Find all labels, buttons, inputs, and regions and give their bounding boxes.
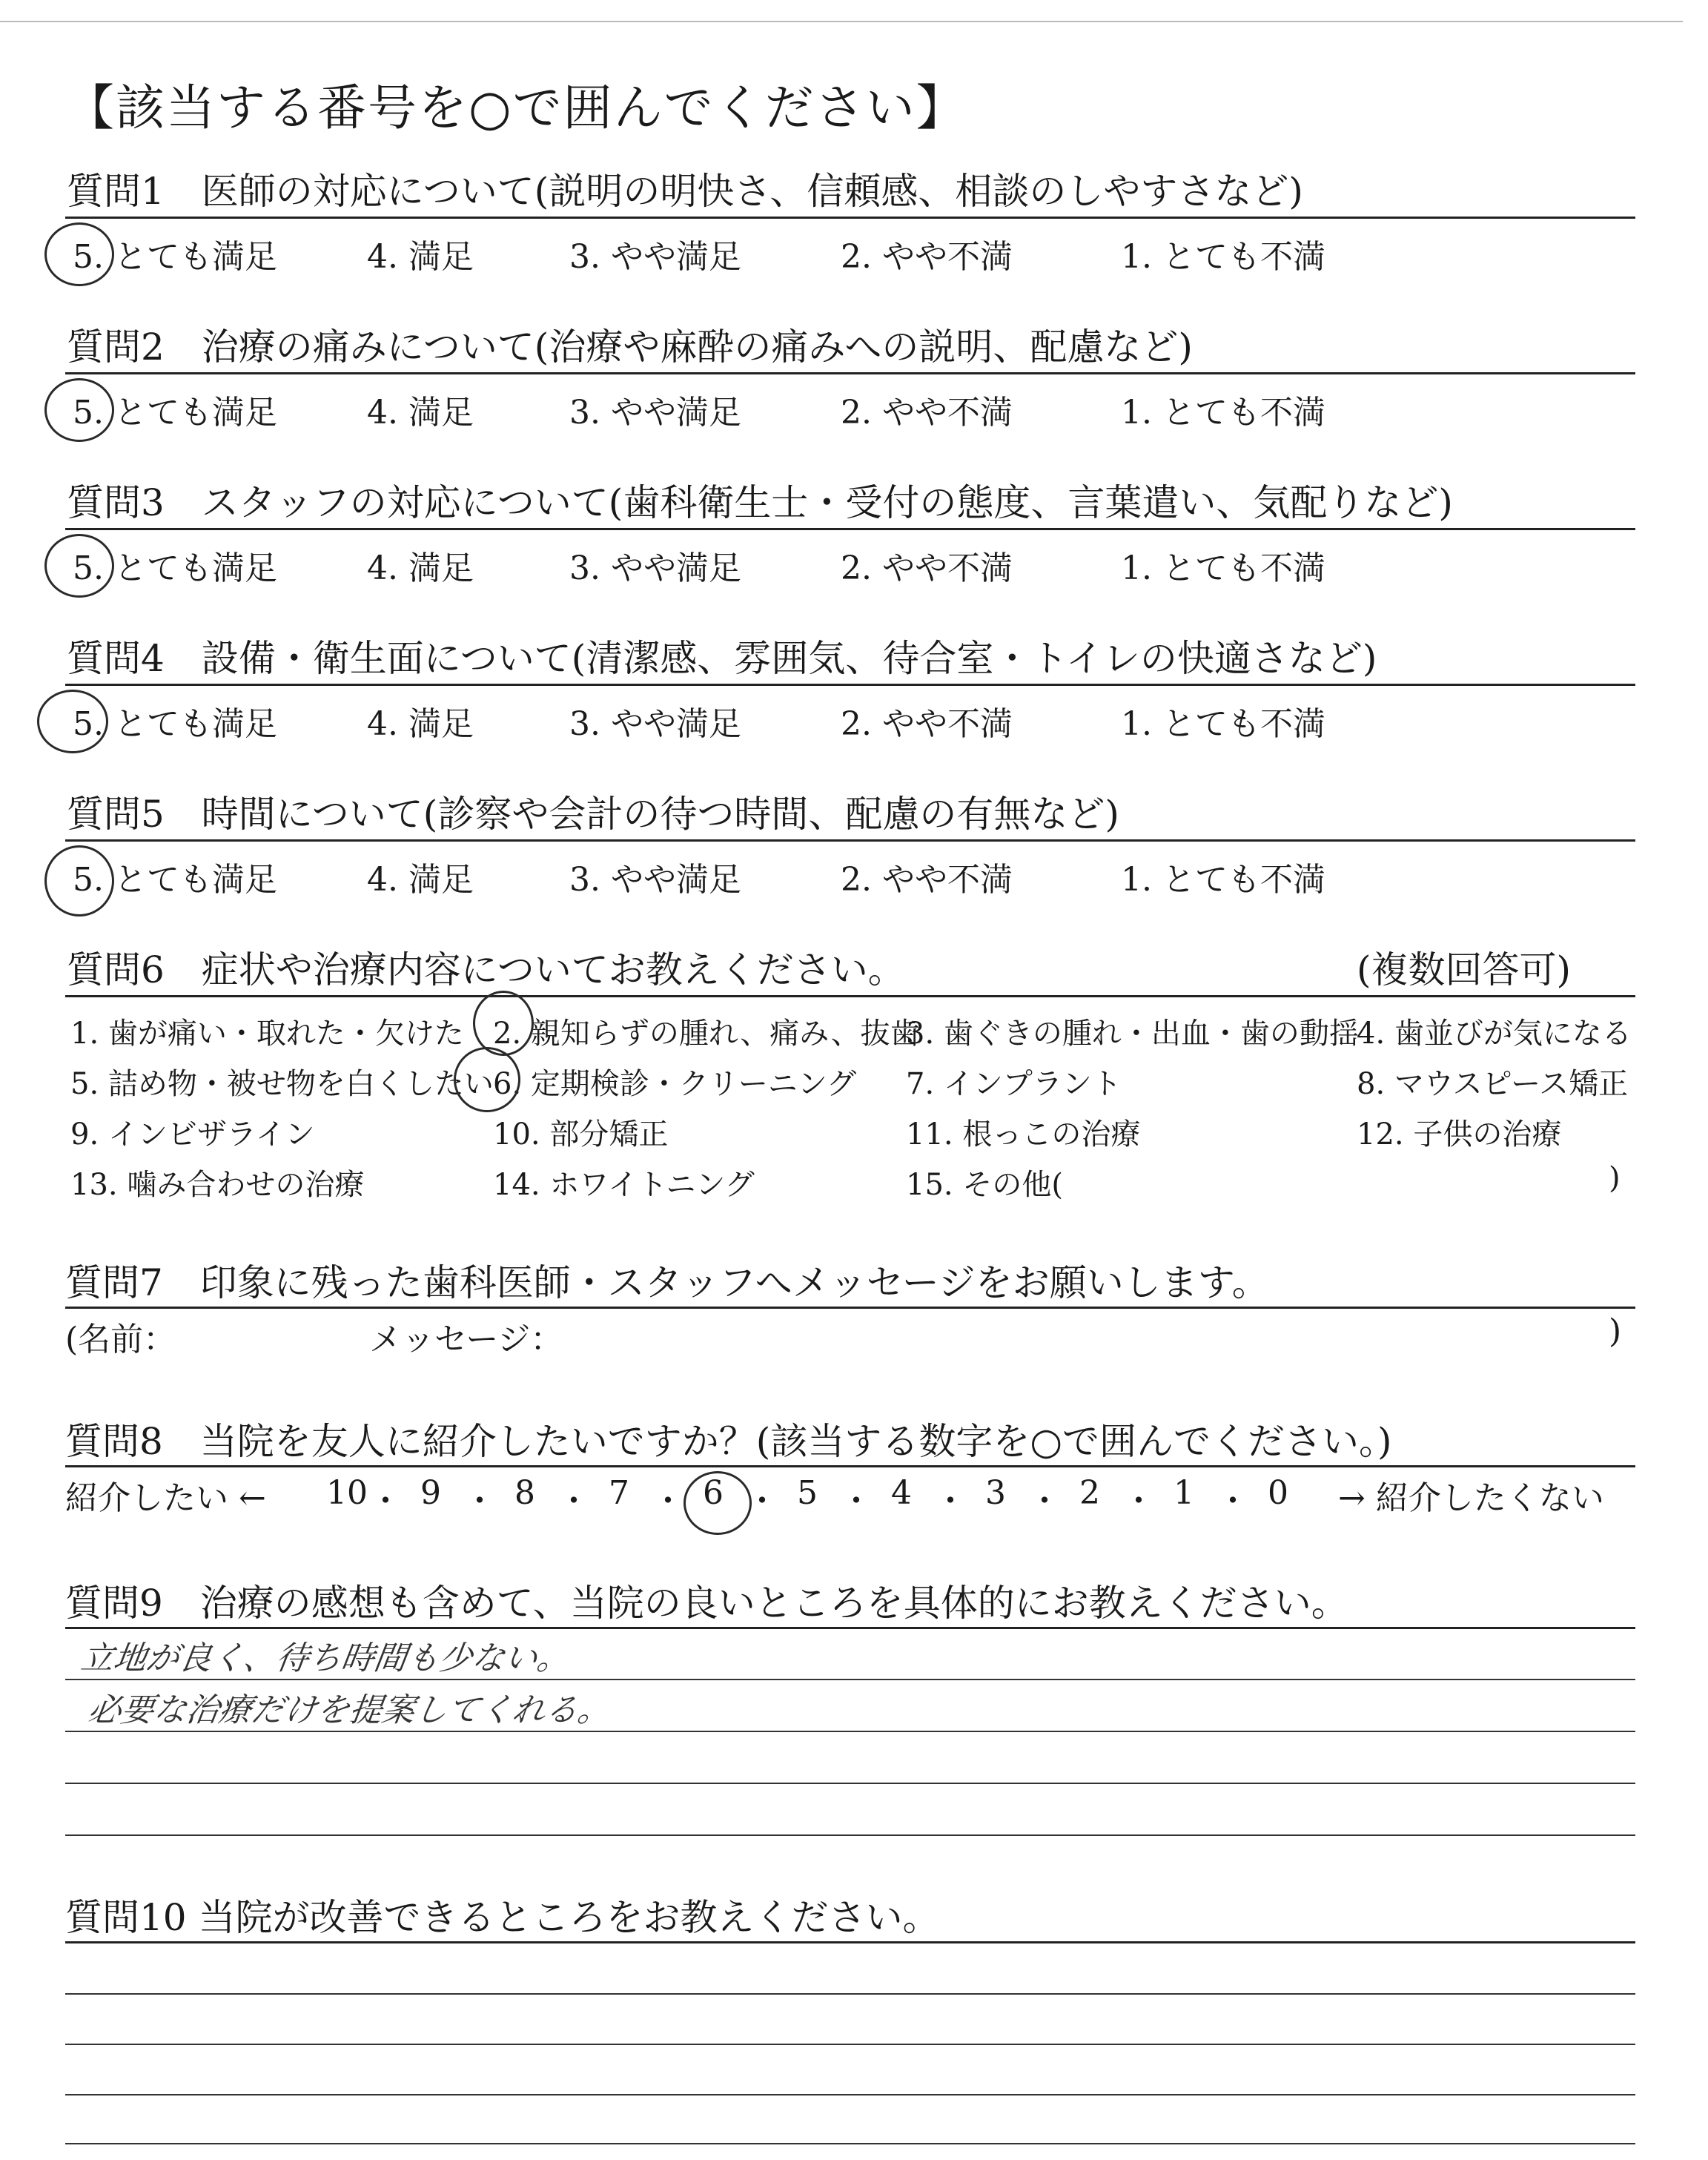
q1-option-4[interactable]: 4. 満足 [367, 238, 474, 276]
q8-scale-separator: ・ [1122, 1482, 1155, 1520]
q7-message-label: メッセージ： [369, 1321, 563, 1358]
top-border [0, 21, 1683, 22]
q6-selection-circle-6 [454, 1047, 520, 1112]
q8-scale-3[interactable]: 3 [985, 1474, 1006, 1512]
q1-option-2[interactable]: 2. やや不満 [841, 238, 1013, 276]
q6-item-6[interactable]: 6. 定期検診・クリーニング [493, 1067, 857, 1101]
q8-selection-circle [683, 1471, 752, 1535]
question-4-underline [65, 684, 1635, 686]
q6-item-4[interactable]: 4. 歯並びが気になる [1357, 1017, 1632, 1051]
q3-option-3[interactable]: 3. やや満足 [569, 549, 741, 587]
question-5-title: 質問5 時間について(診察や会計の待つ時間、配慮の有無など) [67, 793, 1119, 836]
q5-option-5[interactable]: 5. とても満足 [73, 861, 277, 899]
q6-other-close: ) [1609, 1161, 1621, 1195]
q5-option-3[interactable]: 3. やや満足 [569, 861, 741, 899]
q6-item-14[interactable]: 14. ホワイトニング [493, 1168, 755, 1202]
q8-scale-4[interactable]: 4 [891, 1474, 912, 1512]
question-9-title: 質問9 治療の感想も含めて、当院の良いところを具体的にお教えください。 [65, 1582, 1348, 1625]
q9-writing-line [65, 1731, 1635, 1732]
q10-writing-line [65, 1993, 1635, 1995]
q2-selection-circle [44, 378, 114, 442]
q5-option-1[interactable]: 1. とても不満 [1121, 861, 1325, 899]
q8-scale-1[interactable]: 1 [1174, 1474, 1194, 1512]
q8-scale-9[interactable]: 9 [420, 1474, 441, 1512]
question-10-title: 質問10 当院が改善できるところをお教えください。 [65, 1896, 940, 1939]
question-7-title: 質問7 印象に残った歯科医師・スタッフへメッセージをお願いします。 [65, 1261, 1269, 1304]
form-header: 【該当する番号を○で囲んでください】 [65, 79, 967, 136]
q8-scale-2[interactable]: 2 [1079, 1474, 1100, 1512]
q4-option-2[interactable]: 2. やや不満 [841, 705, 1013, 743]
q6-item-7[interactable]: 7. インプラント [906, 1067, 1122, 1101]
q6-item-1[interactable]: 1. 歯が痛い・取れた・欠けた [70, 1017, 464, 1051]
q6-item-8[interactable]: 8. マウスピース矯正 [1357, 1067, 1629, 1101]
q6-item-9[interactable]: 9. インビザライン [70, 1117, 315, 1152]
q4-option-5[interactable]: 5. とても満足 [73, 705, 277, 743]
q8-scale-8[interactable]: 8 [514, 1474, 535, 1512]
q8-scale-0[interactable]: 0 [1268, 1474, 1288, 1512]
question-4-title: 質問4 設備・衛生面について(清潔感、雰囲気、待合室・トイレの快適さなど) [67, 637, 1377, 680]
q4-option-3[interactable]: 3. やや満足 [569, 705, 741, 743]
q6-item-15[interactable]: 15. その他( [906, 1168, 1063, 1202]
q8-scale-separator: ・ [369, 1482, 402, 1520]
q2-option-5[interactable]: 5. とても満足 [73, 394, 277, 432]
question-10-underline [65, 1941, 1635, 1943]
q8-scale-separator: ・ [463, 1482, 496, 1520]
q6-item-5[interactable]: 5. 詰め物・被せ物を白くしたい [70, 1067, 494, 1101]
q1-option-5[interactable]: 5. とても満足 [73, 238, 277, 276]
question-3-underline [65, 528, 1635, 530]
q3-selection-circle [44, 534, 114, 598]
question-7-underline [65, 1307, 1635, 1309]
q9-answer-line-2[interactable]: 必要な治療だけを提案してくれる。 [85, 1691, 613, 1729]
question-8-underline [65, 1465, 1635, 1467]
q8-scale-separator: ・ [840, 1482, 873, 1520]
q4-option-1[interactable]: 1. とても不満 [1121, 705, 1325, 743]
q1-option-3[interactable]: 3. やや満足 [569, 238, 741, 276]
q7-name-label: (名前： [65, 1321, 176, 1358]
question-6-underline [65, 995, 1635, 997]
q3-option-4[interactable]: 4. 満足 [367, 549, 474, 587]
q3-option-2[interactable]: 2. やや不満 [841, 549, 1013, 587]
q8-left-label: 紹介したい ← [65, 1479, 266, 1517]
question-6-title: 質問6 症状や治療内容についてお教えください。 [67, 948, 905, 991]
q8-scale-separator: ・ [746, 1482, 778, 1520]
q2-option-3[interactable]: 3. やや満足 [569, 394, 741, 432]
q8-right-label: → 紹介したくない [1338, 1479, 1604, 1517]
q8-scale-6[interactable]: 6 [703, 1474, 724, 1512]
q9-writing-line [65, 1783, 1635, 1784]
q6-item-13[interactable]: 13. 噛み合わせの治療 [70, 1168, 365, 1202]
q4-selection-circle [37, 690, 108, 753]
question-6-note: (複数回答可) [1357, 948, 1572, 991]
q8-scale-separator: ・ [1217, 1482, 1249, 1520]
q8-scale-separator: ・ [934, 1482, 967, 1520]
q8-scale-separator: ・ [557, 1482, 590, 1520]
q2-option-4[interactable]: 4. 満足 [367, 394, 474, 432]
question-2-underline [65, 372, 1635, 374]
question-3-title: 質問3 スタッフの対応について(歯科衛生士・受付の態度、言葉遣い、気配りなど) [67, 481, 1453, 524]
q9-writing-line [65, 1834, 1635, 1836]
q10-writing-line [65, 2143, 1635, 2144]
q6-item-10[interactable]: 10. 部分矯正 [493, 1117, 669, 1152]
q2-option-2[interactable]: 2. やや不満 [841, 394, 1013, 432]
q8-scale-separator: ・ [652, 1482, 684, 1520]
q9-answer-line-1[interactable]: 立地が良く、待ち時間も少ない。 [78, 1639, 573, 1677]
q9-writing-line [65, 1679, 1635, 1680]
q10-writing-line [65, 2094, 1635, 2095]
q8-scale-10[interactable]: 10 [326, 1474, 368, 1512]
q1-selection-circle [44, 222, 114, 286]
question-1-title: 質問1 医師の対応について(説明の明快さ、信頼感、相談のしやすさなど) [67, 170, 1303, 213]
q8-scale-separator: ・ [1028, 1482, 1061, 1520]
q3-option-5[interactable]: 5. とても満足 [73, 549, 277, 587]
q6-item-11[interactable]: 11. 根っこの治療 [906, 1117, 1141, 1152]
q2-option-1[interactable]: 1. とても不満 [1121, 394, 1325, 432]
question-2-title: 質問2 治療の痛みについて(治療や麻酔の痛みへの説明、配慮など) [67, 326, 1193, 369]
question-8-title: 質問8 当院を友人に紹介したいですか？(該当する数字を○で囲んでください。) [65, 1420, 1392, 1463]
question-9-underline [65, 1627, 1635, 1629]
q7-close: ) [1609, 1312, 1622, 1350]
q6-item-2[interactable]: 2. 親知らずの腫れ、痛み、抜歯 [493, 1017, 920, 1051]
question-1-underline [65, 217, 1635, 219]
question-5-underline [65, 839, 1635, 842]
q5-selection-circle [44, 845, 114, 916]
q6-selection-circle-2 [473, 991, 534, 1056]
q6-item-12[interactable]: 12. 子供の治療 [1357, 1117, 1562, 1152]
q5-option-2[interactable]: 2. やや不満 [841, 861, 1013, 899]
q6-item-3[interactable]: 3. 歯ぐきの腫れ・出血・歯の動揺 [906, 1017, 1359, 1051]
q1-option-1[interactable]: 1. とても不満 [1121, 238, 1325, 276]
q4-option-4[interactable]: 4. 満足 [367, 705, 474, 743]
q8-scale-5[interactable]: 5 [797, 1474, 818, 1512]
q3-option-1[interactable]: 1. とても不満 [1121, 549, 1325, 587]
q5-option-4[interactable]: 4. 満足 [367, 861, 474, 899]
q8-scale-7[interactable]: 7 [609, 1474, 629, 1512]
q10-writing-line [65, 2044, 1635, 2045]
